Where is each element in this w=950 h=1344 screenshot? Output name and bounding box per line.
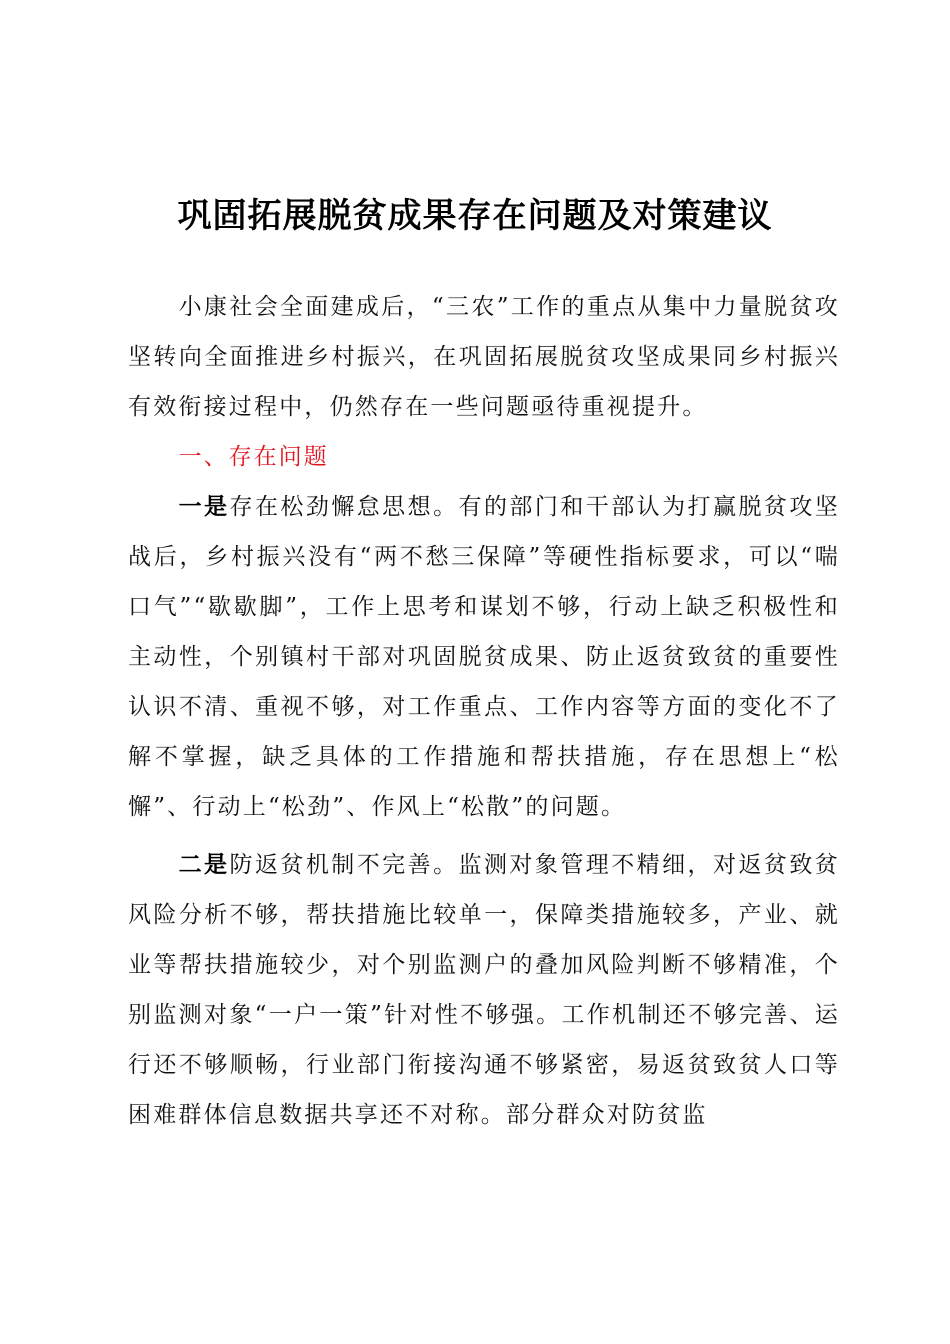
document-title: 巩固拓展脱贫成果存在问题及对策建议 — [177, 196, 773, 236]
paragraph-text-1: 存在松劲懈怠思想。有的部门和干部认为打赢脱贫攻坚战后，乡村振兴没有“两不愁三保障”等硬性指标要求，可以“喘口气”“歇歇脚”，工作上思考和谋划不够，行动上缺乏积极性和主动性，个别镇村干部对巩固脱贫成果、防止返贫致贫的重要性认识不清、重视不够，对工作重点、工作内容等方面的变化不了解不掌握，缺乏具体的工作措施和帮扶措施，存在思想上“松懈”、行动上“松劲”、作风上“松散”的问题。 — [128, 494, 840, 820]
section-heading: 一、存在问题 — [178, 444, 329, 470]
document-body — [128, 282, 840, 1140]
paragraph-text-2: 防返贫机制不完善。监测对象管理不精细，对返贫致贫风险分析不够，帮扶措施比较单一，保障类措施较多，产业、就业等帮扶措施较少，对个别监测户的叠加风险判断不够精准，个别监测对象“一户一策”针对性不够强。工作机制还不够完善、运行还不够顺畅，行业部门衔接沟通不够紧密，易返贫致贫人口等困难群体信息数据共享还不对称。部分群众对防贫监 — [128, 852, 840, 1128]
paragraph-lead-2: 二是 — [178, 852, 230, 878]
problem-paragraph-2 — [128, 840, 840, 1140]
problem-paragraph-1 — [128, 482, 840, 832]
paragraph-lead-1: 一是 — [178, 494, 230, 520]
intro-paragraph: 小康社会全面建成后，“三农”工作的重点从集中力量脱贫攻坚转向全面推进乡村振兴，在巩固拓展脱贫攻坚成果同乡村振兴有效衔接过程中，仍然存在一些问题亟待重视提升。 — [128, 294, 840, 420]
